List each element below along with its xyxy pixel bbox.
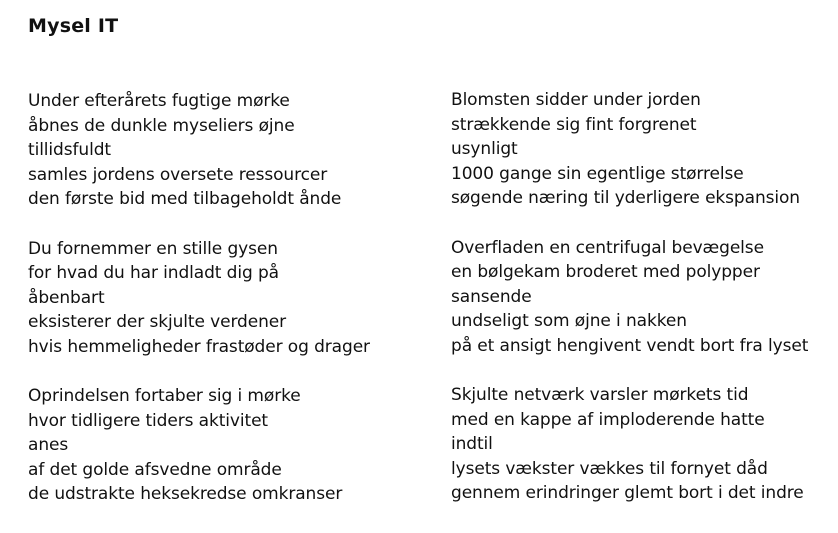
poem-line: den første bid med tilbageholdt ånde: [28, 189, 342, 209]
poem-line: undseligt som øjne i nakken: [451, 311, 687, 331]
poem-line: strækkende sig fint forgrenet: [451, 114, 697, 135]
stanza: [451, 88, 836, 211]
poem-line: Oprindelsen fortaber sig i mørke: [28, 386, 301, 406]
stanza: [28, 237, 438, 360]
poem-line: på et ansigt hengivent vendt bort fra lyset: [451, 335, 809, 356]
poem-line: eksisterer der skjulte verdener: [28, 312, 287, 332]
poem-line: hvis hemmeligheder frastøder og drager: [28, 336, 370, 357]
poem-column-left: [28, 89, 438, 532]
poem-line: indtil: [451, 434, 493, 454]
poem-line: 1000 gange sin egentlige størrelse: [451, 163, 744, 184]
poem-line: anes: [28, 435, 69, 455]
poem-line: Blomsten sidder under jorden: [451, 90, 701, 110]
poem-line: samles jordens oversete ressourcer: [28, 164, 328, 185]
poem-column-right: [451, 88, 836, 531]
stanza: [451, 383, 836, 506]
poem-line: Skjulte netværk varsler mørkets tid: [451, 385, 749, 405]
page-title: Mysel IT: [28, 15, 119, 37]
poem-line: sansende: [451, 286, 532, 307]
stanza: [451, 236, 836, 359]
poem-line: usynligt: [451, 139, 518, 159]
poem-line: en bølgekam broderet med polypper: [451, 262, 760, 282]
poem-line: tillidsfuldt: [28, 140, 111, 160]
poem-line: af det golde afsvedne område: [28, 459, 282, 480]
poem-line: med en kappe af imploderende hatte: [451, 409, 765, 430]
poem-line: Overfladen en centrifugal bevægelse: [451, 237, 764, 258]
poem-line: Under efterårets fugtige mørke: [28, 91, 290, 111]
poem-line: de udstrakte heksekredse omkranser: [28, 484, 343, 504]
poem-line: gennem erindringer glemt bort i det indre: [451, 483, 804, 503]
poem-line: Du fornemmer en stille gysen: [28, 238, 278, 259]
poem-line: åbenbart: [28, 287, 105, 308]
poem-line: søgende næring til yderligere ekspansion: [451, 188, 800, 208]
stanza: [28, 89, 438, 212]
poem-line: åbnes de dunkle myseliers øjne: [28, 115, 295, 136]
poem-line: for hvad du har indladt dig på: [28, 263, 279, 283]
poem-line: lysets vækster vækkes til fornyet dåd: [451, 458, 768, 479]
stanza: [28, 384, 438, 507]
poem-line: hvor tidligere tiders aktivitet: [28, 410, 268, 431]
